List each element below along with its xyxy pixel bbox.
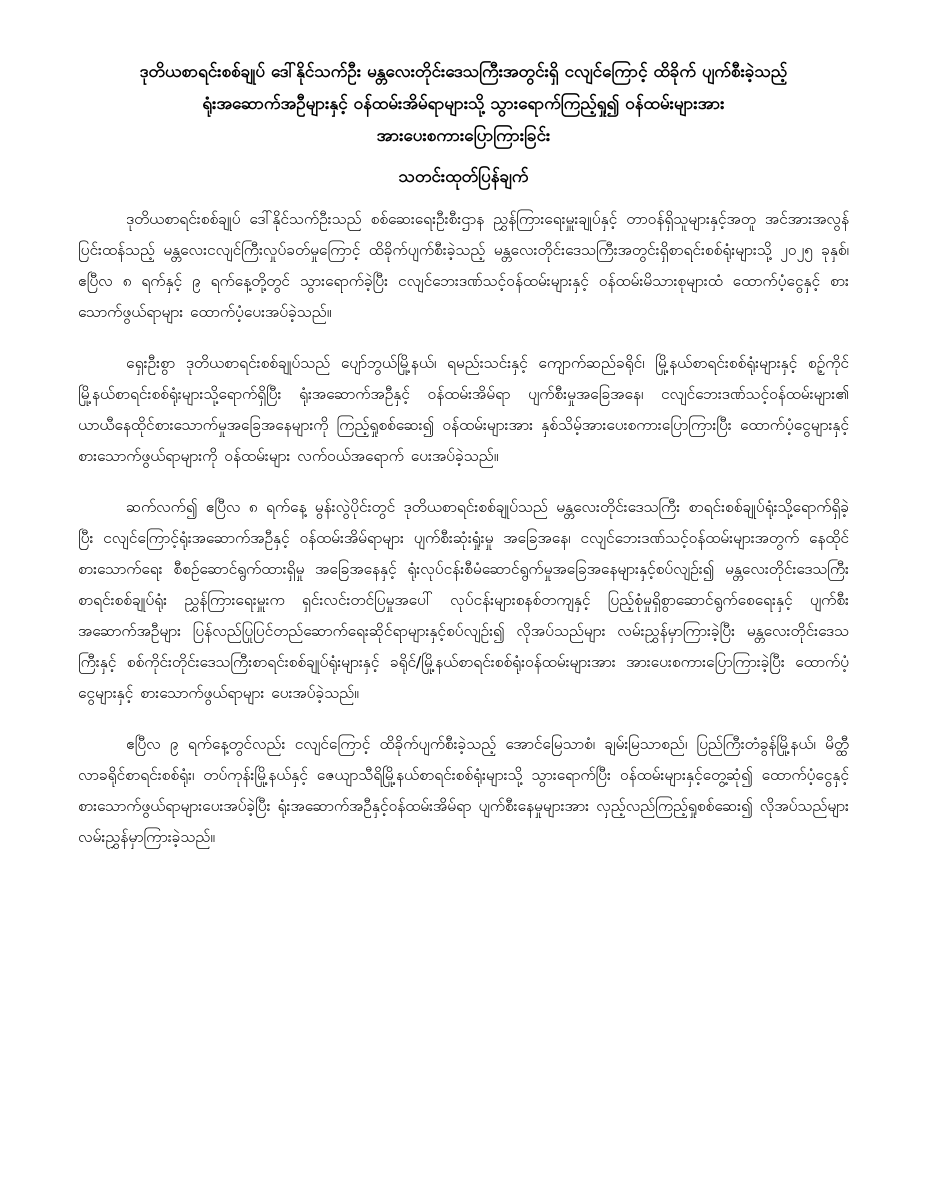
document-subtitle: သတင်းထုတ်ပြန်ချက်	[398, 167, 529, 187]
paragraph-4: ဧပြီလ ၉ ရက်နေ့တွင်လည်း ငလျင်ကြောင့် ထိခိုက်ပျက်စီးခဲ့သည့် အောင်မြေသာစံ၊ ချမ်းမြသာစည်၊ ပြည်ကြီးတံခွန်မြို့နယ်၊ မိတ္ထီလာခရိုင်စာရင်းစစ်ရုံး၊ တပ်ကုန်းမြို့နယ်နှင့် ဇေယျာသီရိမြို့နယ်စာရင်းစစ်ရုံးများသို့ သွားရောက်ပြီး ဝန်ထမ်းများနှင့်တွေ့ဆုံ၍ ထောက်ပံ့ငွေနှင့် စားသောက်ဖွယ်ရာများပေးအပ်ခဲ့ပြီး ရုံးအဆောက်အဦနှင့်ဝန်ထမ်းအိမ်ရာ ပျက်စီးနေမှုများအား လှည့်လည်ကြည့်ရှုစစ်ဆေး၍ လိုအပ်သည်များ လမ်းညွှန်မှာကြားခဲ့သည်။	[78, 735, 849, 846]
document-title	[78, 56, 849, 152]
title-line-3: အားပေးစကားပြောကြားခြင်း	[376, 126, 551, 146]
paragraph-2: ရှေးဦးစွာ ဒုတိယစာရင်းစစ်ချုပ်သည် ပျော်ဘွယ်မြို့နယ်၊ ရမည်းသင်းနှင့် ကျောက်ဆည်ခရိုင်၊ မြို့နယ်စာရင်းစစ်ရုံးများနှင့် စဥ့်ကိုင်မြို့နယ်စာရင်းစစ်ရုံးများသို့ရောက်ရှိပြီး ရုံးအဆောက်အဦနှင့် ဝန်ထမ်းအိမ်ရာ ပျက်စီးမှုအခြေအနေ၊ ငလျင်ဘေးဒဏ်သင့်ဝန်ထမ်းများ၏ ယာယီနေထိုင်စားသောက်မှုအခြေအနေများကို ကြည့်ရှုစစ်ဆေး၍ ဝန်ထမ်းများအား နှစ်သိမ့်အားပေးစကားပြောကြားပြီး ထောက်ပံ့ငွေများနှင့် စားသောက်ဖွယ်ရာများကို ဝန်ထမ်းများ လက်ဝယ်အရောက် ပေးအပ်ခဲ့သည်။	[78, 354, 849, 465]
title-line-1: ဒုတိယစာရင်းစစ်ချုပ် ဒေါ်နိုင်သက်ဦး မန္တလေးတိုင်းဒေသကြီးအတွင်းရှိ ငလျင်ကြောင့် ထိခိုက် ပျက်စီးခဲ့သည့်	[139, 62, 788, 82]
title-line-2: ရုံးအဆောက်အဦများနှင့် ဝန်ထမ်းအိမ်ရာများသို့ သွားရောက်ကြည့်ရှု၍ ဝန်ထမ်းများအား	[202, 94, 725, 114]
paragraph-3: ဆက်လက်၍ ဧပြီလ ၈ ရက်နေ့ မွန်းလွဲပိုင်းတွင် ဒုတိယစာရင်းစစ်ချုပ်သည် မန္တလေးတိုင်းဒေသကြီး စာရင်းစစ်ချုပ်ရုံးသို့ရောက်ရှိခဲ့ပြီး ငလျင်ကြောင့်ရုံးအဆောက်အဦနှင့် ဝန်ထမ်းအိမ်ရာများ ပျက်စီးဆုံးရှုံးမှု အခြေအနေ၊ ငလျင်ဘေးဒဏ်သင့်ဝန်ထမ်းများအတွက် နေထိုင်စားသောက်ရေး စီစဥ်ဆောင်ရွက်ထားရှိမှု အခြေအနေနှင့် ရုံးလုပ်ငန်းစီမံဆောင်ရွက်မှုအခြေအနေများနှင့်စပ်လျဥ်း၍ မန္တလေးတိုင်းဒေသကြီးစာရင်းစစ်ချုပ်ရုံး ညွှန်ကြားရေးမှူးက ရှင်းလင်းတင်ပြမှုအပေါ် လုပ်ငန်းများစနစ်တကျနှင့် ပြည့်စုံမှုရှိစွာဆောင်ရွက်စေရေးနှင့် ပျက်စီးအဆောက်အဦများ ပြန်လည်ပြုပြင်တည်ဆောက်ရေးဆိုင်ရာများနှင့်စပ်လျဥ်း၍ လိုအပ်သည်များ လမ်းညွှန်မှာကြားခဲ့ပြီး မန္တလေးတိုင်းဒေသကြီးနှင့် စစ်ကိုင်းတိုင်းဒေသကြီးစာရင်းစစ်ချုပ်ရုံးများနှင့် ခရိုင်/မြို့နယ်စာရင်းစစ်ရုံးဝန်ထမ်းများအား အားပေးစကားပြောကြားခဲ့ပြီး ထောက်ပံ့ငွေများနှင့် စားသောက်ဖွယ်ရာများ ပေးအပ်ခဲ့သည်။	[78, 498, 849, 702]
paragraph-1: ဒုတိယစာရင်းစစ်ချုပ် ဒေါ်နိုင်သက်ဦးသည် စစ်ဆေးရေးဦးစီးဌာန ညွှန်ကြားရေးမှူးချုပ်နှင့် တာဝန်ရှိသူများနှင့်အတူ အင်အားအလွန်ပြင်းထန်သည့် မန္တလေးငလျင်ကြီးလှုပ်ခတ်မှုကြောင့် ထိခိုက်ပျက်စီးခဲ့သည့် မန္တလေးတိုင်းဒေသကြီးအတွင်းရှိစာရင်းစစ်ရုံးများသို့ ၂၀၂၅ ခုနှစ်၊ ဧပြီလ ၈ ရက်နှင့် ၉ ရက်နေ့တို့တွင် သွားရောက်ခဲ့ပြီး ငလျင်ဘေးဒဏ်သင့်ဝန်ထမ်းများနှင့် ဝန်ထမ်းမိသားစုများထံ ထောက်ပံ့ငွေနှင့် စားသောက်ဖွယ်ရာများ ထောက်ပံ့ပေးအပ်ခဲ့သည်။	[78, 210, 849, 321]
